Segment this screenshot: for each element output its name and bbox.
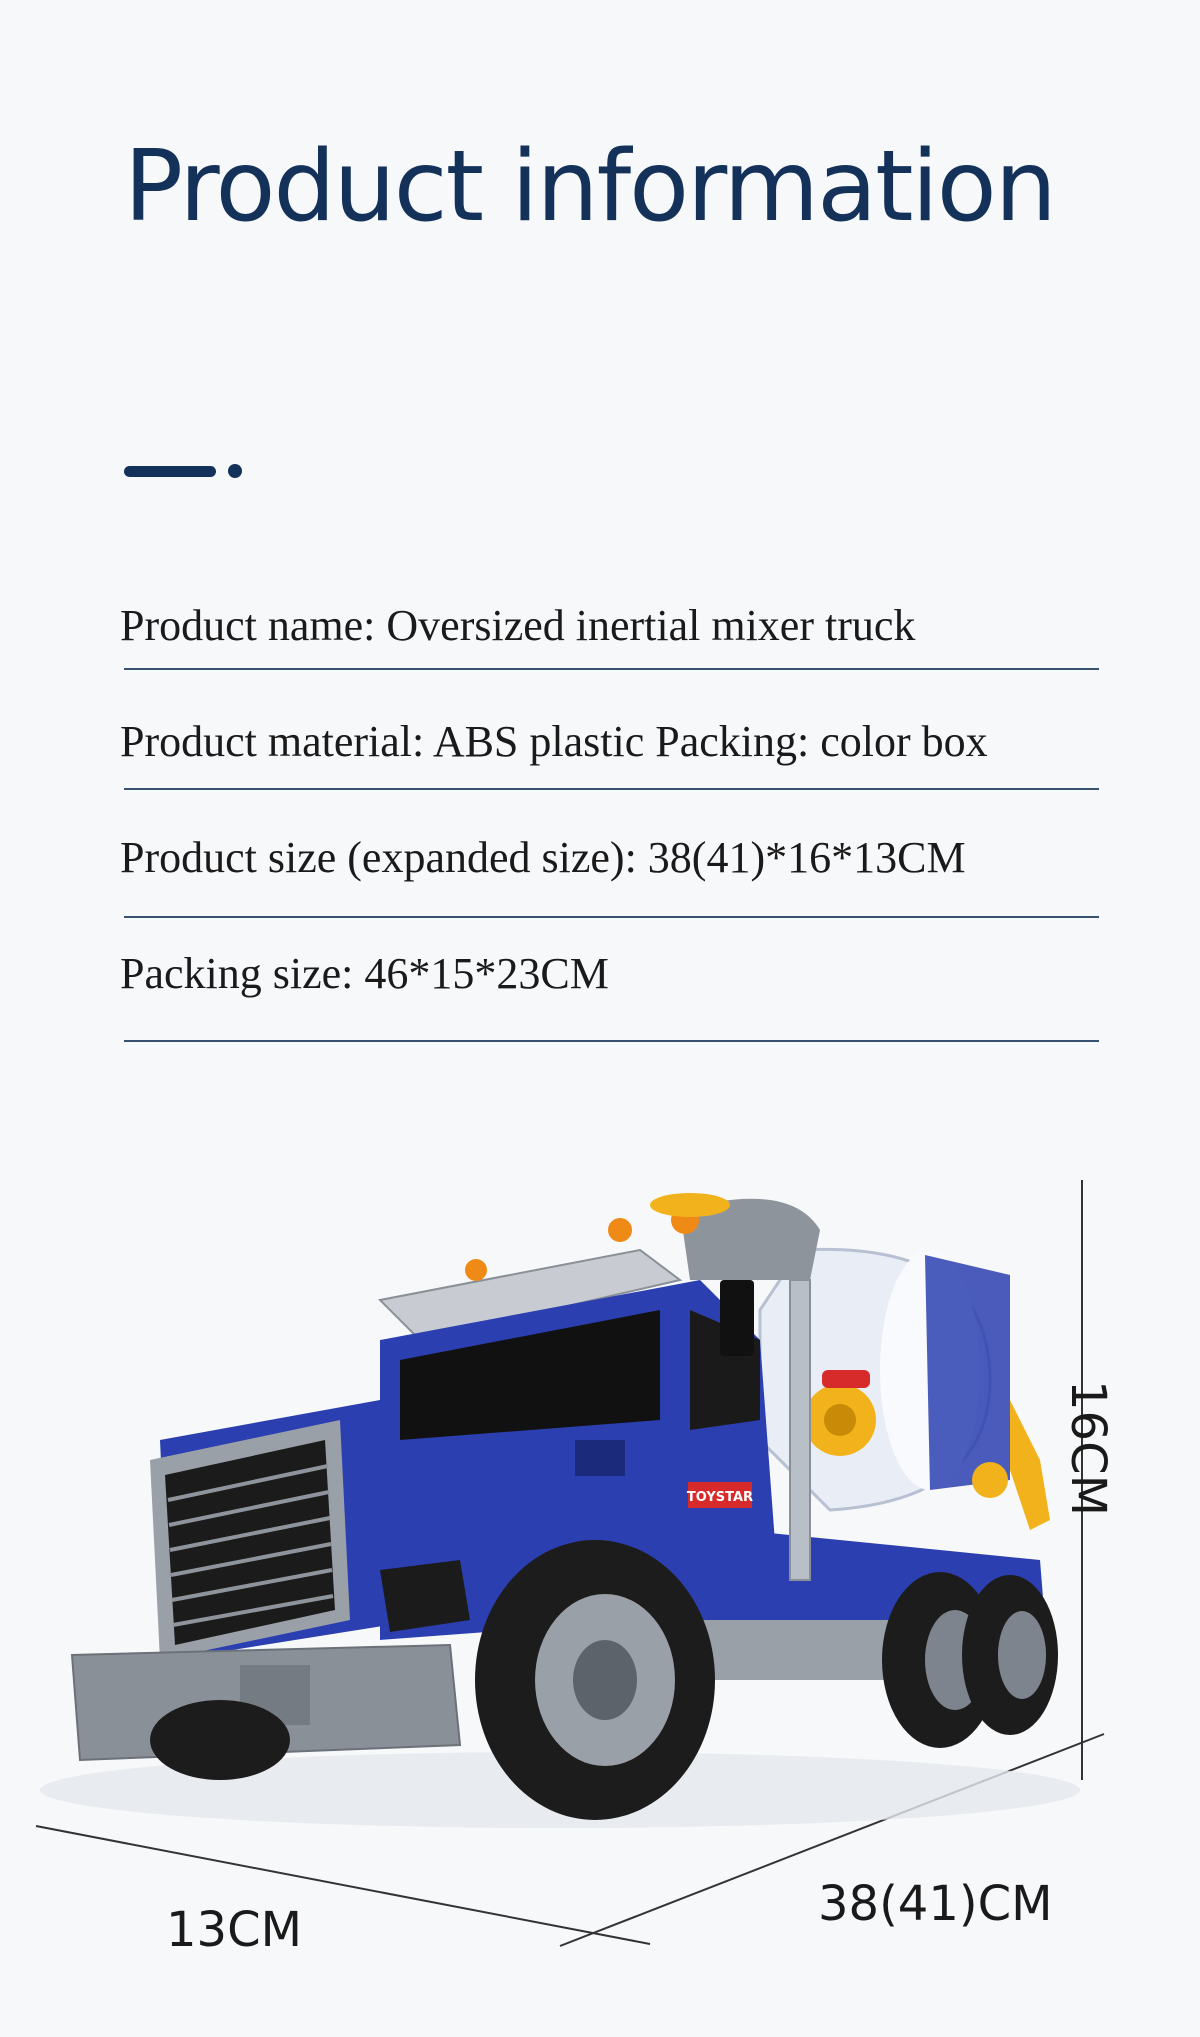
info-row-size [120, 832, 1095, 883]
height-label: 16CM [1060, 1380, 1116, 1517]
divider [124, 788, 1099, 790]
brand-logo: TOYSTAR [686, 1490, 754, 1505]
width-label: 13CM [166, 1902, 303, 1958]
info-text: Product size (expanded size): 38(41)*16*13CM [120, 833, 966, 882]
accent-bar [124, 466, 216, 477]
info-text: Product name: Oversized inertial mixer truck [120, 601, 916, 650]
page-title: Product information [124, 130, 1055, 244]
info-row-name [120, 600, 1095, 651]
length-label: 38(41)CM [818, 1876, 1053, 1932]
divider [124, 916, 1099, 918]
info-row-packing [120, 948, 1095, 999]
divider [124, 668, 1099, 670]
width-dimension-line [36, 1826, 650, 1944]
info-text: Packing size: 46*15*23CM [120, 949, 609, 998]
accent-dot [228, 464, 242, 478]
divider [124, 1040, 1099, 1042]
info-text: Product material: ABS plastic Packing: color box [120, 717, 988, 766]
info-row-material [120, 716, 1095, 767]
